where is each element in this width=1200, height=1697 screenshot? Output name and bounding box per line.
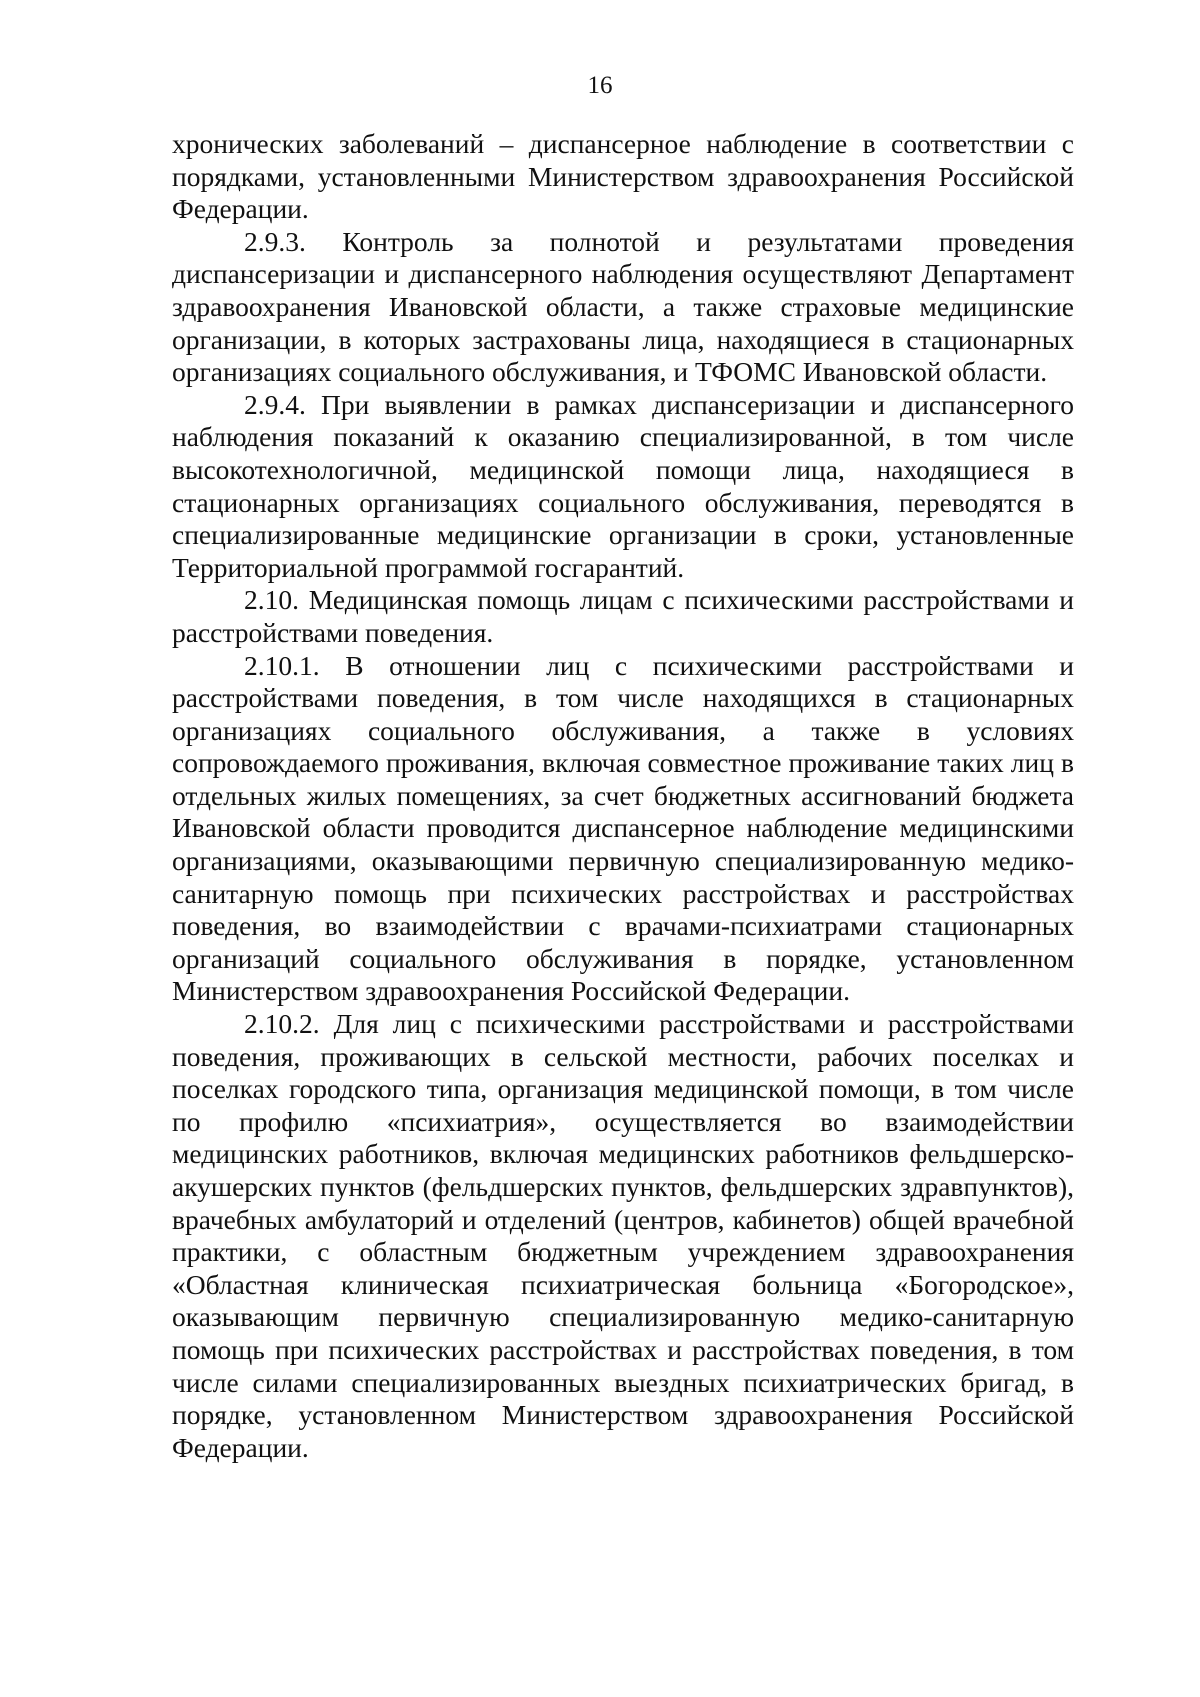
paragraph-2-9-3: 2.9.3. Контроль за полнотой и результатами проведения диспансеризации и диспансерного наблюдения осуществляют Департамент здравоохранения Ивановской области, а также страховые медицинские организации, в которых застрахованы лица, находящиеся в стационарных организациях социального обслуживания, и ТФОМС Ивановской области. xyxy=(172,225,1074,388)
paragraph-2-10-1: 2.10.1. В отношении лиц с психическими расстройствами и расстройствами поведения, в том числе находящихся в стационарных организациях социального обслуживания, а также в условиях сопровождаемого проживания, включая совместное проживание таких лиц в отдельных жилых помещениях, за счет бюджетных ассигнований бюджета Ивановской области проводится диспансерное наблюдение медицинскими организациями, оказывающими первичную специализированную медико-санитарную помощь при психических расстройствах и расстройствах поведения, во взаимодействии с врачами-психиатрами стационарных организаций социального обслуживания в порядке, установленном Министерством здравоохранения Российской Федерации. xyxy=(172,649,1074,1007)
paragraph-2-9-4: 2.9.4. При выявлении в рамках диспансеризации и диспансерного наблюдения показаний к оказанию специализированной, в том числе высокотехнологичной, медицинской помощи лица, находящиеся в стационарных организациях социального обслуживания, переводятся в специализированные медицинские организации в сроки, установленные Территориальной программой госгарантий. xyxy=(172,388,1074,583)
paragraph-2-10-2: 2.10.2. Для лиц с психическими расстройствами и расстройствами поведения, проживающих в сельской местности, рабочих поселках и поселках городского типа, организация медицинской помощи, в том числе по профилю «психиатрия», осуществляется во взаимодействии медицинских работников, включая медицинских работников фельдшерско-акушерских пунктов (фельдшерских пунктов, фельдшерских здравпунктов), врачебных амбулаторий и отделений (центров, кабинетов) общей врачебной практики, с областным бюджетным учреждением здравоохранения «Областная клиническая психиатрическая больница «Богородское», оказывающим первичную специализированную медико-санитарную помощь при психических расстройствах и расстройствах поведения, в том числе силами специализированных выездных психиатрических бригад, в порядке, установленном Министерством здравоохранения Российской Федерации. xyxy=(172,1008,1074,1463)
page-number: 16 xyxy=(587,72,613,99)
paragraph-continuation: хронических заболеваний – диспансерное наблюдение в соответствии с порядками, установленными Министерством здравоохранения Российской Федерации. xyxy=(172,128,1074,225)
paragraph-2-10: 2.10. Медицинская помощь лицам с психическими расстройствами и расстройствами поведения. xyxy=(172,584,1074,648)
document-body xyxy=(172,128,1074,1464)
